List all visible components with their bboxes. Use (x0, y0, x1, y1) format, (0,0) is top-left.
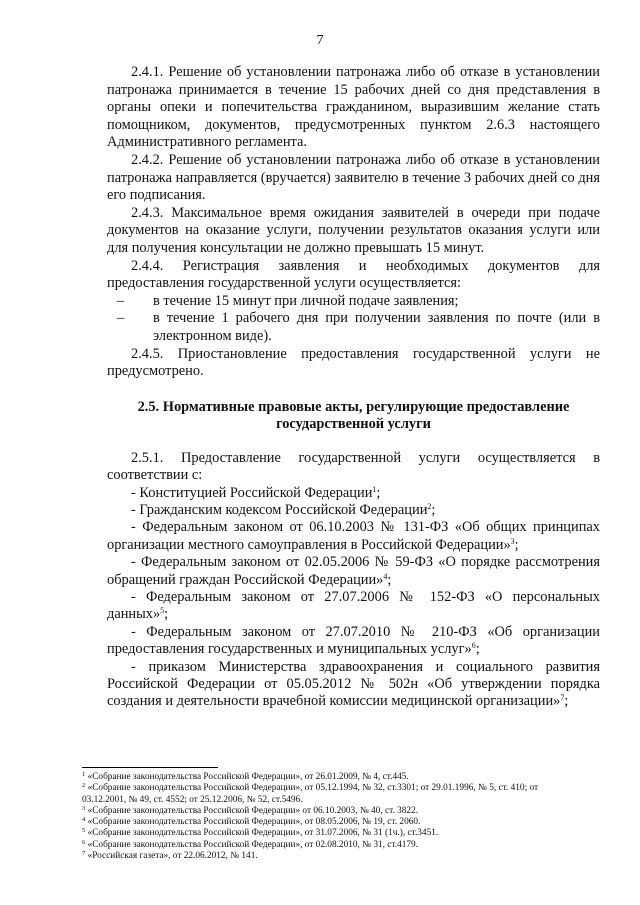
list-item: - приказом Министерства здравоохранения и социального развития Российской Федерации от 05.05.2012 № 502н «Об утверждении порядка создания и деятельности врачебной комиссии медицинской организации»$^7$; (107, 658, 600, 710)
section-heading: 2.5. Нормативные правовые акты, регулирующие предоставление государственной услуги (137, 398, 570, 432)
footnote-ref: 4 (383, 571, 388, 581)
paragraph-2-4-3: 2.4.3. Максимальное время ожидания заявителей в очереди при подаче документов на оказание услуги, получении результатов оказания услуги или для получения консультации не должно превышать 15 минут. (107, 204, 600, 256)
footnote-ref: 7 (560, 693, 565, 703)
footnote: $^4$ «Собрание законодательства Российской Федерации», от 08.05.2006, № 19, ст. 2060. (82, 816, 421, 828)
footnote: $^7$ «Российская газета», от 22.06.2012, № 141. (82, 850, 258, 862)
footnotes (82, 772, 582, 862)
list-item: - Федеральным законом от 27.07.2006 № 152-ФЗ «О персональных данных»$^5$; (107, 588, 600, 623)
footnote: $^6$ «Собрание законодательства Российской Федерации», от 02.08.2010, № 31, ст.4179. (82, 838, 419, 850)
list-item: - Федеральным законом от 06.10.2003 № 131-ФЗ «Об общих принципах организации местного самоуправления в Российской Федерации»$^3$; (107, 519, 600, 553)
footnote-ref: 6 (471, 641, 476, 651)
footnote: $^3$ «Собрание законодательства Российской Федерации» от 06.10.2003, № 40, ст. 3822. (82, 804, 419, 816)
page-number: 7 (316, 33, 324, 48)
footnote-ref: 3 (510, 536, 515, 546)
list-item: - Конституцией Российской Федерации$^1$; (131, 484, 381, 501)
footnote-ref: 5 (160, 606, 165, 616)
paragraph-2-4-2: 2.4.2. Решение об установлении патронажа либо об отказе в установлении патронажа направляется (вручается) заявителю в течение 3 рабочих дней со дня его подписания. (107, 151, 600, 204)
dash-item-1: – в течение 15 минут при личной подаче заявления; (117, 292, 459, 309)
list-item: - Федеральным законом от 27.07.2010 № 210-ФЗ «Об организации предоставления государственных и муниципальных услуг»$^6$; (107, 623, 600, 658)
list-item: - Федеральным законом от 02.05.2006 № 59-ФЗ «О порядке рассмотрения обращений граждан Российской Федерации»$^4$; (107, 554, 600, 588)
dash-marker: – (117, 310, 125, 327)
list-item: - Гражданским кодексом Российской Федерации$^2$; (131, 501, 436, 518)
footnote: $^1$ «Собрание законодательства Российской Федерации», от 26.01.2009, № 4, ст.445. (82, 771, 409, 782)
dash-marker: – (117, 292, 125, 309)
footnote-ref: 1 (372, 484, 377, 494)
page-body (107, 64, 600, 711)
footnote: $^2$ «Собрание законодательства Российской Федерации», от 05.12.1994, № 32, ст.3301; от 29.01.1996, № 5, ст. 410; от 03.12.2001, № 49, ст. 4552; от 25.12.2006, № 52, ст.5496. (82, 782, 539, 805)
legal-acts-list (107, 450, 600, 711)
dash-item-2: – в течение 1 рабочего дня при получении заявления по почте (или в электронном виде). (117, 310, 600, 344)
footnote-separator (82, 767, 218, 768)
paragraph-2-4-4: 2.4.4. Регистрация заявления и необходимых документов для предоставления государственной услуги осуществляется: (107, 257, 600, 292)
footnote-ref: 2 (427, 501, 432, 511)
paragraph-2-5-1: 2.5.1. Предоставление государственной услуги осуществляется в соответствии с: (107, 449, 600, 484)
footnote: $^5$ «Собрание законодательства Российской Федерации», от 31.07.2006, № 31 (1ч.), ст.3451. (82, 827, 439, 839)
paragraph-2-4-1: 2.4.1. Решение об установлении патронажа либо об отказе в установлении патронажа принимается в течение 15 рабочих дней со дня представления в органы опеки и попечительства гражданином, выразившим желание стать помощником, документов, предусмотренных пунктом 2.6.3 настоящего Административного регламента. (107, 64, 600, 151)
paragraph-2-4-5: 2.4.5. Приостановление предоставления государственной услуги не предусмотрено. (107, 345, 600, 380)
